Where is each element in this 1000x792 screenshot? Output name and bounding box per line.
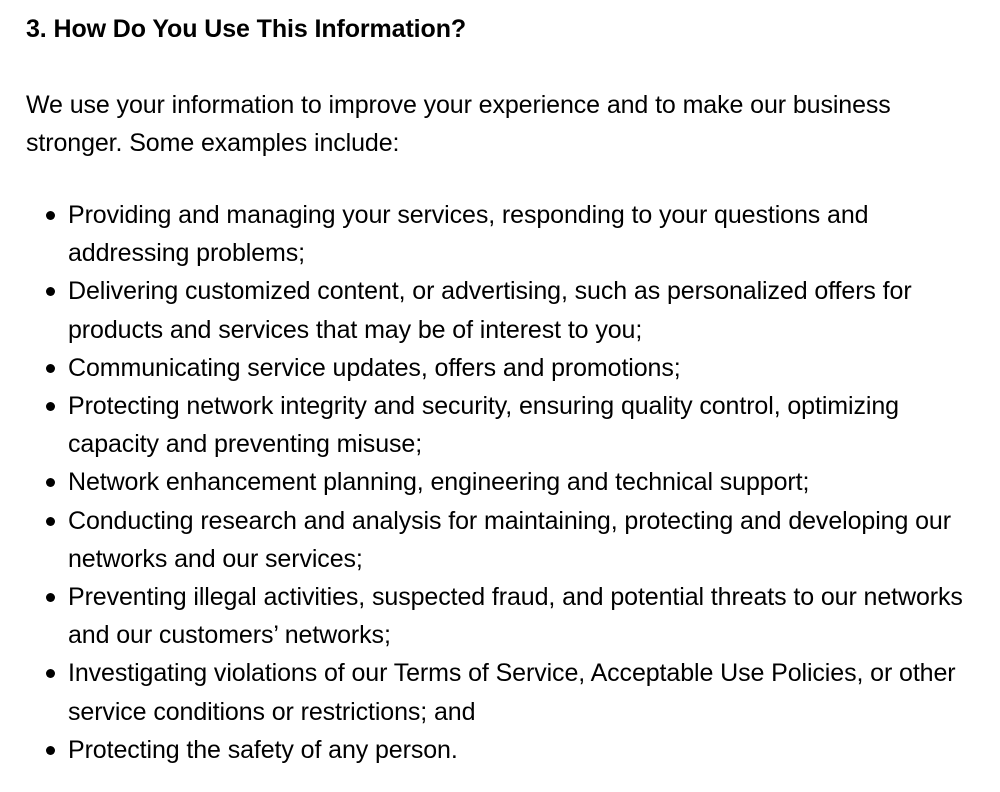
list-item: [26, 272, 974, 348]
bullet-icon: [46, 593, 55, 602]
list-item-text: Protecting network integrity and security, ensuring quality control, optimizing capacity and preventing misuse;: [68, 392, 899, 459]
bullet-icon: [46, 746, 55, 755]
list-item: [26, 196, 974, 272]
bullet-icon: [46, 364, 55, 373]
list-item-text: Preventing illegal activities, suspected fraud, and potential threats to our networks and our customers’ networks;: [68, 583, 963, 650]
list-item: [26, 654, 974, 730]
list-item-text: Delivering customized content, or advertising, such as personalized offers for products and services that may be of interest to you;: [68, 277, 912, 344]
bullet-icon: [46, 669, 55, 678]
bullet-icon: [46, 287, 55, 296]
list-item-text: Investigating violations of our Terms of Service, Acceptable Use Policies, or other service conditions or restrictions; and: [68, 659, 956, 726]
list-item-text: Communicating service updates, offers and promotions;: [68, 353, 681, 382]
list-item: [26, 502, 974, 578]
section-heading: 3. How Do You Use This Information?: [26, 15, 467, 43]
bullet-icon: [46, 478, 55, 487]
bullet-icon: [46, 211, 55, 220]
list-item-text: Protecting the safety of any person.: [68, 735, 458, 764]
list-item: [26, 731, 974, 769]
list-item: [26, 463, 974, 501]
list-item-text: Network enhancement planning, engineering and technical support;: [68, 468, 810, 497]
list-item-text: Providing and managing your services, responding to your questions and addressing problems;: [68, 201, 869, 268]
list-item: [26, 349, 974, 387]
list-item-text: Conducting research and analysis for maintaining, protecting and developing our networks and our services;: [68, 506, 951, 573]
examples-list: [26, 196, 974, 769]
bullet-icon: [46, 517, 55, 526]
intro-paragraph: We use your information to improve your experience and to make our business stronger. Some examples include:: [26, 91, 891, 157]
list-item: [26, 387, 974, 463]
list-item: [26, 578, 974, 654]
bullet-icon: [46, 402, 55, 411]
